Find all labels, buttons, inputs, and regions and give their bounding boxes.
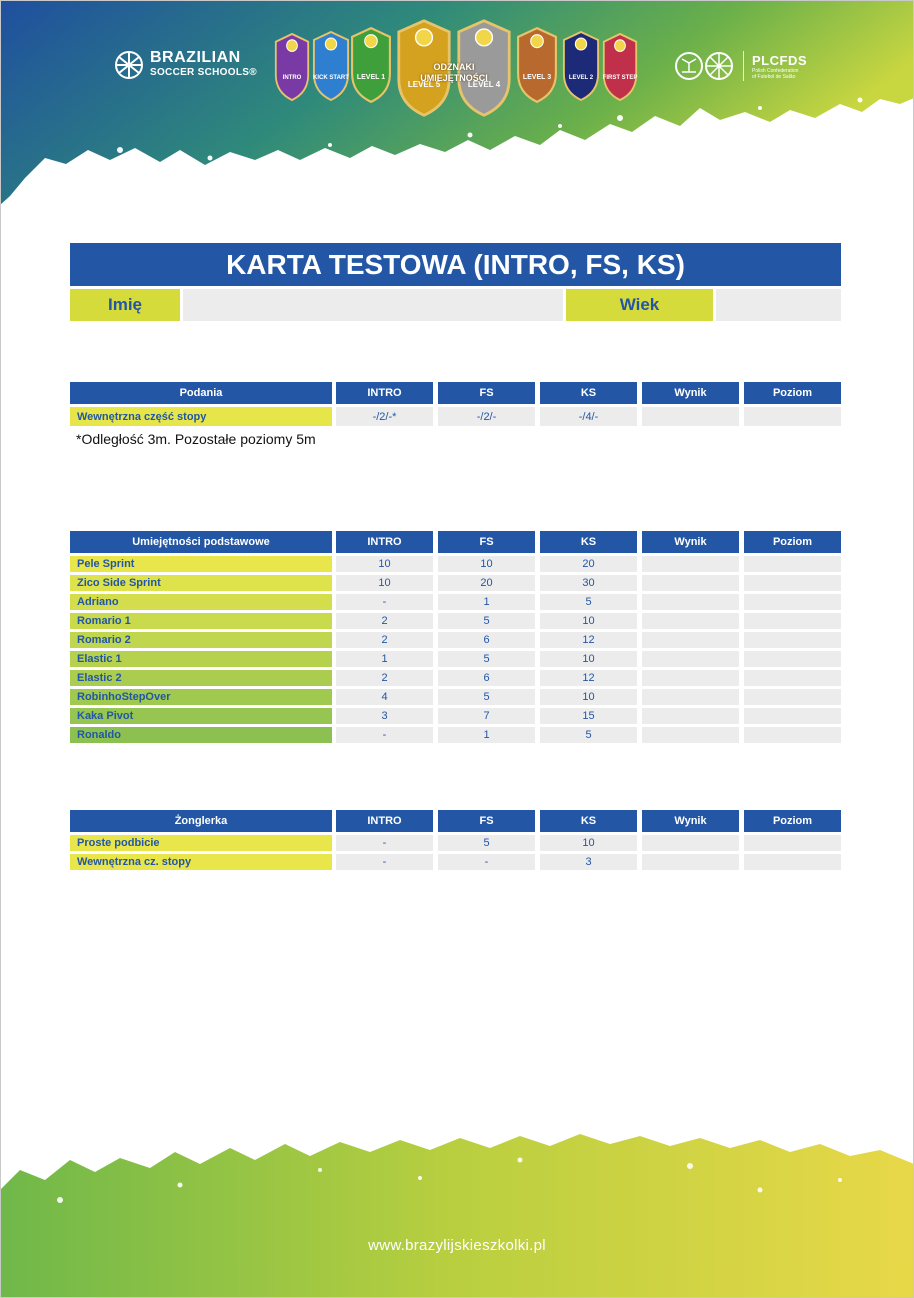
table-cell[interactable] <box>642 689 739 705</box>
table-cell: 10 <box>336 575 433 591</box>
name-label: Imię <box>70 289 180 321</box>
badge-label: LEVEL 1 <box>356 74 386 82</box>
table-cell[interactable] <box>642 651 739 667</box>
column-header-wynik: Wynik <box>642 531 739 553</box>
table-cell[interactable] <box>744 854 841 870</box>
table-cell[interactable] <box>744 594 841 610</box>
table-cell: 10 <box>540 613 637 629</box>
shield-icon <box>602 32 638 102</box>
table-cell: 5 <box>540 594 637 610</box>
table-cell: 15 <box>540 708 637 724</box>
table-cell: 2 <box>336 670 433 686</box>
row-label: Adriano <box>70 594 332 610</box>
table-cell: 5 <box>438 689 535 705</box>
table-cell: 20 <box>540 556 637 572</box>
table-cell: 7 <box>438 708 535 724</box>
row-label: RobinhoStepOver <box>70 689 332 705</box>
table-cell[interactable] <box>642 407 739 426</box>
table-cell: -/2/- <box>438 407 535 426</box>
badge-label: LEVEL 5 <box>407 80 441 89</box>
level-badge <box>562 30 600 102</box>
table-cell: 5 <box>438 835 535 851</box>
badge-label: LEVEL 3 <box>522 74 552 82</box>
level-badge <box>274 32 310 102</box>
table-cell[interactable] <box>744 708 841 724</box>
partner-sub2: of Futebol de Salão <box>752 73 796 80</box>
level-badge <box>516 26 558 104</box>
column-header-intro: INTRO <box>336 382 433 404</box>
level-badge <box>602 32 638 102</box>
badge-label: LEVEL 2 <box>568 74 594 81</box>
column-header-wynik: Wynik <box>642 810 739 832</box>
table-cell: 5 <box>540 727 637 743</box>
table-cell[interactable] <box>642 854 739 870</box>
column-header-poziom: Poziom <box>744 382 841 404</box>
row-label: Elastic 2 <box>70 670 332 686</box>
footer-background <box>0 1130 914 1298</box>
table-cell: 12 <box>540 632 637 648</box>
level-badge <box>312 30 350 102</box>
website-link[interactable]: www.brazylijskieszkolki.pl <box>368 1237 546 1254</box>
section3-title-header: Żonglerka <box>70 810 332 832</box>
level-badge <box>350 26 392 104</box>
table-cell: 2 <box>336 632 433 648</box>
table-cell[interactable] <box>744 835 841 851</box>
section1-title-header: Podania <box>70 382 332 404</box>
column-header-ks: KS <box>540 531 637 553</box>
table-cell: 10 <box>540 835 637 851</box>
distance-note: *Odległość 3m. Pozostałe poziomy 5m <box>76 431 316 447</box>
column-header-intro: INTRO <box>336 531 433 553</box>
table-cell[interactable] <box>642 556 739 572</box>
shield-icon <box>516 26 558 104</box>
row-label: Kaka Pivot <box>70 708 332 724</box>
table-cell[interactable] <box>744 613 841 629</box>
column-header-poziom: Poziom <box>744 531 841 553</box>
row-label: Zico Side Sprint <box>70 575 332 591</box>
table-cell: - <box>336 854 433 870</box>
partner-separator <box>743 51 744 81</box>
shield-icon <box>312 30 350 102</box>
ball-globe-icon <box>673 50 735 82</box>
table-cell[interactable] <box>744 575 841 591</box>
table-cell: 10 <box>540 651 637 667</box>
shield-icon <box>350 26 392 104</box>
badge-label: LEVEL 4 <box>467 80 501 89</box>
table-cell[interactable] <box>744 651 841 667</box>
row-label: Wewnętrzna cz. stopy <box>70 854 332 870</box>
table-cell: 1 <box>438 594 535 610</box>
table-cell: 3 <box>336 708 433 724</box>
column-header-fs: FS <box>438 382 535 404</box>
table-cell: 5 <box>438 651 535 667</box>
table-cell[interactable] <box>744 727 841 743</box>
row-label: Proste podbicie <box>70 835 332 851</box>
partner-name: PLCFDS <box>752 52 807 68</box>
partner-sub1: Polish Confederation <box>752 67 799 74</box>
partner-logo <box>673 50 807 82</box>
table-cell: 10 <box>438 556 535 572</box>
level-badges <box>270 18 642 120</box>
table-cell[interactable] <box>642 594 739 610</box>
badge-label: FIRST STEP <box>602 75 638 82</box>
column-header-fs: FS <box>438 810 535 832</box>
table-cell: 4 <box>336 689 433 705</box>
column-header-poziom: Poziom <box>744 810 841 832</box>
name-field[interactable] <box>183 289 563 321</box>
row-label: Romario 2 <box>70 632 332 648</box>
table-cell: - <box>336 835 433 851</box>
column-header-ks: KS <box>540 810 637 832</box>
table-cell[interactable] <box>744 632 841 648</box>
table-cell: 6 <box>438 670 535 686</box>
column-header-ks: KS <box>540 382 637 404</box>
table-cell: 1 <box>438 727 535 743</box>
row-label: Elastic 1 <box>70 651 332 667</box>
table-cell: 12 <box>540 670 637 686</box>
brand-reg: ® <box>249 67 257 78</box>
table-cell: 2 <box>336 613 433 629</box>
table-cell[interactable] <box>642 670 739 686</box>
table-cell[interactable] <box>642 613 739 629</box>
table-cell[interactable] <box>642 727 739 743</box>
table-cell[interactable] <box>642 835 739 851</box>
table-cell: - <box>438 854 535 870</box>
badge-label: KICK START <box>313 74 349 81</box>
section2-title-header: Umiejętności podstawowe <box>70 531 332 553</box>
table-cell[interactable] <box>642 632 739 648</box>
table-cell: 1 <box>336 651 433 667</box>
column-header-wynik: Wynik <box>642 382 739 404</box>
page-title: KARTA TESTOWA (INTRO, FS, KS) <box>70 243 841 286</box>
table-cell: 20 <box>438 575 535 591</box>
row-label: Pele Sprint <box>70 556 332 572</box>
table-cell: -/2/-* <box>336 407 433 426</box>
column-header-fs: FS <box>438 531 535 553</box>
table-cell: 3 <box>540 854 637 870</box>
badge-label: INTRO <box>282 75 302 82</box>
table-cell: 6 <box>438 632 535 648</box>
age-label: Wiek <box>566 289 713 321</box>
table-cell[interactable] <box>744 670 841 686</box>
row-label: Romario 1 <box>70 613 332 629</box>
table-cell: - <box>336 727 433 743</box>
column-header-intro: INTRO <box>336 810 433 832</box>
brand-line1: BRAZILIAN <box>150 49 241 66</box>
table-cell: 10 <box>336 556 433 572</box>
table-cell: -/4/- <box>540 407 637 426</box>
row-label: Wewnętrzna część stopy <box>70 407 332 426</box>
shield-icon <box>562 30 600 102</box>
table-cell: - <box>336 594 433 610</box>
table-cell: 10 <box>540 689 637 705</box>
badge-title: ODZNAKI UMIEJĘTNOŚCI <box>420 62 488 83</box>
table-cell[interactable] <box>744 407 841 426</box>
age-field[interactable] <box>716 289 841 321</box>
table-cell: 30 <box>540 575 637 591</box>
table-cell[interactable] <box>744 556 841 572</box>
table-cell[interactable] <box>642 708 739 724</box>
globe-icon <box>114 50 144 80</box>
table-cell: 5 <box>438 613 535 629</box>
brand-logo <box>114 50 257 80</box>
table-cell[interactable] <box>744 689 841 705</box>
shield-icon <box>274 32 310 102</box>
table-cell[interactable] <box>642 575 739 591</box>
brand-line2: SOCCER SCHOOLS <box>150 67 250 78</box>
row-label: Ronaldo <box>70 727 332 743</box>
